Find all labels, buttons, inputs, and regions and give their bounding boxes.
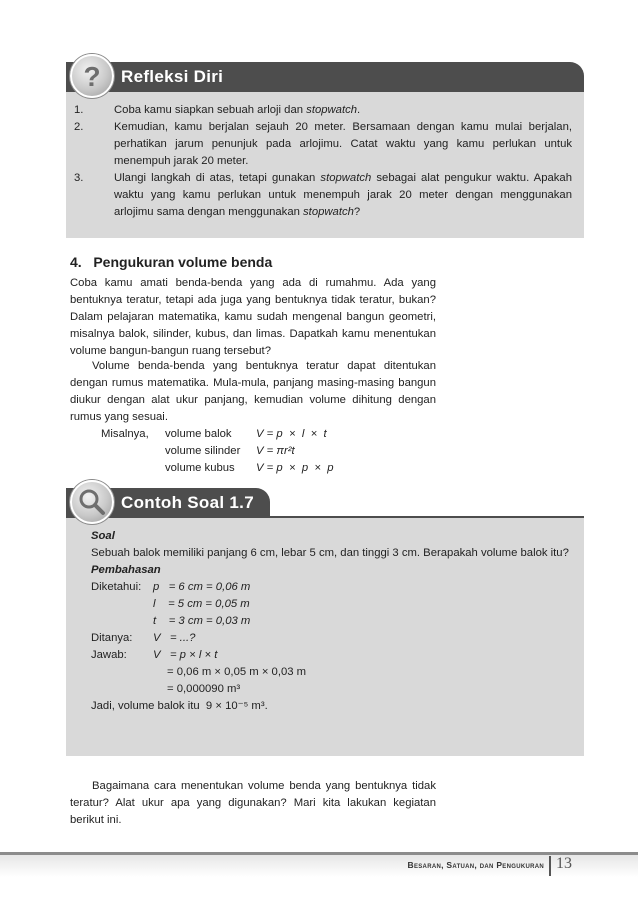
diketahui-label: Diketahui: [91, 581, 142, 593]
formula-expression: V = πr²t [256, 445, 295, 457]
formula-expression: V = p × l × t [256, 428, 327, 440]
item-text: Kemudian, kamu berjalan sejauh 20 meter. Bersamaan dengan kamu mulai berjalan, perhatikan jarum penunjuk pada arlojimu. Catat waktu yang kamu perlukan untuk menempuh jarak 20 meter. [114, 121, 572, 167]
svg-text:?: ? [83, 61, 101, 92]
refleksi-item [74, 119, 572, 170]
footer-chapter: Besaran, Satuan, dan Pengukuran [407, 860, 544, 870]
jawab-step: V = p × l × t [153, 649, 218, 661]
contoh-content [91, 528, 571, 715]
item-text-mid: sebagai alat pengukur waktu. Apakah waktu yang kamu perlukan untuk menempuh jarak 20 meter dengan menggunakan arlojimu sama dengan menggunakan [114, 172, 572, 218]
item-text: Ulangi langkah di atas, tetapi gunakan [114, 172, 321, 184]
diketahui-value: t = 3 cm = 0,03 m [153, 615, 251, 627]
section-heading: 4. Pengukuran volume benda [70, 254, 273, 270]
soal-text: Sebuah balok memiliki panjang 6 cm, lebar 5 cm, dan tinggi 3 cm. Berapakah volume balok itu? [91, 547, 569, 559]
pembahasan-label: Pembahasan [91, 564, 161, 576]
refleksi-item [74, 170, 572, 221]
ditanya-label: Ditanya: [91, 632, 133, 644]
jadi-text: Jadi, volume balok itu 9 × 10⁻⁵ m³. [91, 700, 268, 712]
diketahui-value: l = 5 cm = 0,05 m [153, 598, 250, 610]
item-text: Coba kamu siapkan sebuah arloji dan [114, 104, 307, 116]
formula-label: volume kubus [165, 462, 235, 474]
formula-label: volume balok [165, 428, 232, 440]
misalnya-label: Misalnya, [101, 428, 149, 440]
ditanya-value: V = ...? [153, 632, 196, 644]
soal-label: Soal [91, 530, 115, 542]
diketahui-value: p = 6 cm = 0,06 m [153, 581, 251, 593]
item-number: 3. [74, 172, 84, 184]
footer-divider [549, 856, 551, 876]
formula-expression: V = p × p × p [256, 462, 334, 474]
formula-label: volume silinder [165, 445, 241, 457]
jawab-step: = 0,000090 m³ [167, 683, 241, 695]
question-icon [70, 54, 114, 98]
item-emphasis: stopwatch [306, 104, 358, 116]
jawab-step: = 0,06 m × 0,05 m × 0,03 m [167, 666, 307, 678]
magnifier-icon [70, 480, 114, 524]
item-emphasis: stopwatch [320, 172, 372, 184]
item-number: 1. [74, 104, 84, 116]
item-number: 2. [74, 121, 84, 133]
item-text-end: ? [353, 206, 361, 218]
refleksi-list [74, 102, 572, 221]
closing-paragraph: Bagaimana cara menentukan volume benda yang bentuknya tidak teratur? Alat ukur apa yang digunakan? Mari kita lakukan kegiatan berikut ini. [70, 780, 436, 826]
refleksi-item [74, 102, 572, 119]
contoh-title: Contoh Soal 1.7 [121, 493, 254, 512]
section-paragraph-2: Volume benda-benda yang bentuknya teratur dapat ditentukan dengan rumus matematika. Mula-mula, panjang masing-masing bangun diukur dengan alat ukur panjang, kemudian volume dihitung dengan rumus yang sesuai. [70, 360, 436, 423]
item-emphasis: stopwatch [303, 206, 354, 218]
section-paragraph-1: Coba kamu amati benda-benda yang ada di rumahmu. Ada yang bentuknya teratur, tetapi ada juga yang bentuknya tidak teratur, bukan? Dalam pelajaran matematika, kamu sudah mengenal bangun geometri, misalnya balok, silinder, kubus, dan limas. Dapatkah kamu menentukan volume bangun-bangun ruang tersebut? [70, 277, 436, 357]
formula-list [101, 426, 441, 477]
refleksi-title: Refleksi Diri [121, 67, 224, 86]
page-number: 13 [556, 855, 572, 872]
jawab-label: Jawab: [91, 649, 127, 661]
item-text-end: . [357, 104, 361, 116]
